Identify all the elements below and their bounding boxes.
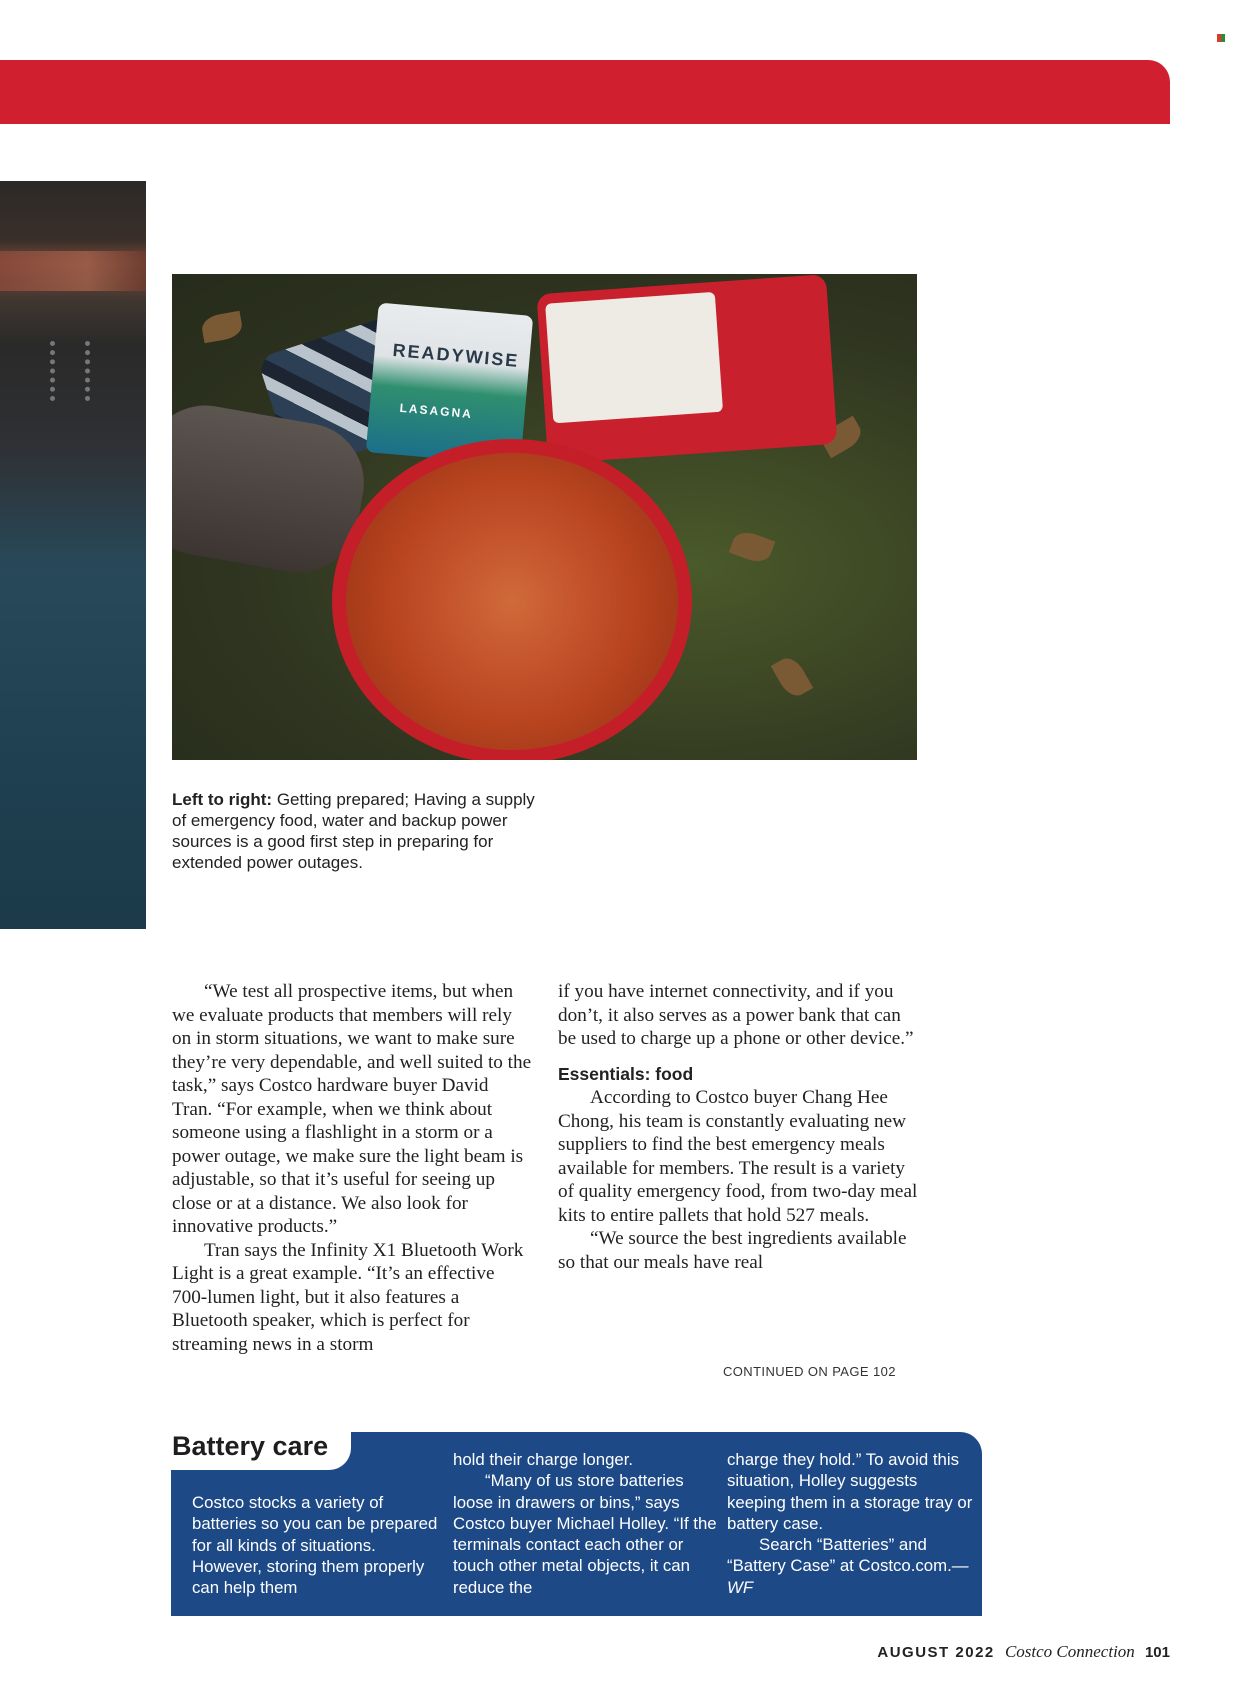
side-photo-strip <box>0 181 146 929</box>
battery-column-2 <box>453 1449 721 1598</box>
continued-note: CONTINUED ON PAGE 102 <box>723 1364 896 1379</box>
caption-text: Getting prepared; Having a supply of emergency food, water and backup power sources is a good first step in preparing for extended power outages. <box>172 790 535 872</box>
author-initials: —WF <box>727 1556 969 1597</box>
subheading: Essentials: food <box>558 1063 694 1084</box>
paragraph: Tran says the Infinity X1 Bluetooth Work Light is a great example. “It’s an effective 700-lumen light, but it also features a Bluetooth speaker, which is perfect for streaming news in a storm <box>172 1239 524 1355</box>
battery-care-title: Battery care <box>172 1431 329 1461</box>
page-footer <box>877 1642 1170 1662</box>
caption-lead: Left to right: <box>172 790 273 809</box>
battery-column-3 <box>727 1449 977 1598</box>
battery-paragraph <box>727 1534 977 1598</box>
battery-paragraph: Costco stocks a variety of batteries so you can be prepared for all kinds of situations. However, storing them properly can help them <box>192 1493 438 1598</box>
pouch-brand-text: READYWISE <box>391 339 521 371</box>
paragraph: “We test all prospective items, but when we evaluate products that members will rely on in storm situations, we want to make sure they’re very dependable, and well suited to the task,” says Costco hardware buyer David Tran. “For example, when we think about someone using a flashlight in a storm or a power outage, we make sure the light beam is adjustable, so that it’s useful for seeing up close or at a distance. We also look for innovative products.” <box>172 981 532 1237</box>
header-banner <box>0 60 1170 124</box>
photo-caption <box>172 789 552 873</box>
pasta-bowl <box>332 439 692 760</box>
battery-search-text: Search “Batteries” and “Battery Case” at Costco.com. <box>727 1535 952 1576</box>
red-meal-kit <box>536 274 837 464</box>
magazine-name: Costco Connection <box>1004 1642 1135 1661</box>
corner-logo-mark <box>1217 34 1225 42</box>
article-column-2 <box>558 980 918 1274</box>
battery-paragraph: hold their charge longer. <box>453 1450 634 1469</box>
vent-detail <box>50 341 90 401</box>
paragraph: if you have internet connectivity, and if you don’t, it also serves as a power bank that can be used to charge up a phone or other device.” <box>558 981 914 1049</box>
article-column-1 <box>172 980 532 1356</box>
pouch-flavor-text: LASAGNA <box>399 400 474 422</box>
page-number: 101 <box>1144 1644 1170 1661</box>
paragraph: According to Costco buyer Chang Hee Chong, his team is constantly evaluating new suppliers to find the best emergency meals available for members. The result is a variety of quality emergency food, from two-day meal kits to entire pallets that hold 527 meals. <box>558 1087 918 1226</box>
issue-date: AUGUST 2022 <box>877 1644 995 1661</box>
battery-paragraph: “Many of us store batteries loose in drawers or bins,” says Costco buyer Michael Holley. “If the terminals contact each other or touch other metal objects, it can reduce the <box>453 1471 717 1597</box>
emergency-food-photo <box>172 274 917 760</box>
paragraph: “We source the best ingredients available so that our meals have real <box>558 1228 907 1273</box>
battery-column-1 <box>192 1492 442 1598</box>
battery-paragraph: charge they hold.” To avoid this situation, Holley suggests keeping them in a storage tray or battery case. <box>727 1450 973 1533</box>
brick-shelf <box>0 251 146 291</box>
